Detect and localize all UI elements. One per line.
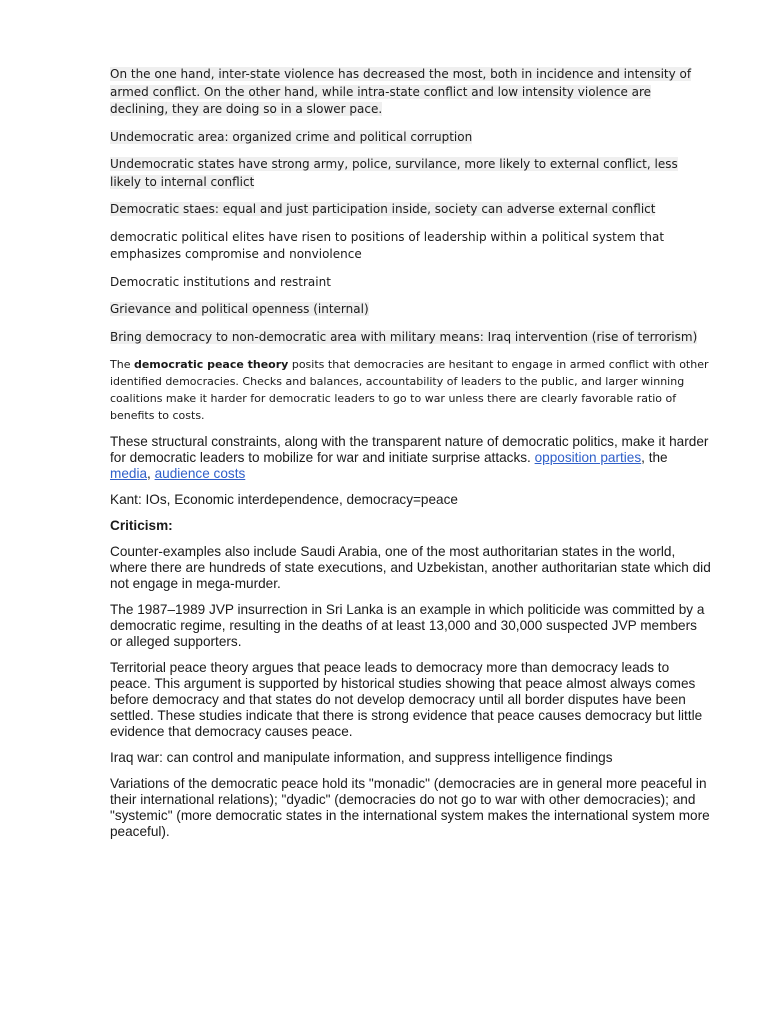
constraints-text: These structural constraints, along with the transparent nature of democratic politics, make it harder for democratic leaders to mobilize for war and initiate surprise attacks. xyxy=(110,434,709,465)
heading-criticism: Criticism: xyxy=(110,518,173,533)
paragraph-undemocratic-states xyxy=(110,156,712,191)
highlighted-text: Undemocratic area: organized crime and political corruption xyxy=(110,129,473,144)
dpt-body: posits that democracies are hesitant to engage in armed conflict with other identified democracies. Checks and balances, accountability of leaders to the public, and larger winning coalitions make it harder for democratic leaders to go to war unless there are clearly favorable ratio of benefits to costs. xyxy=(110,358,709,422)
paragraph-variations: Variations of the democratic peace hold its "monadic" (democracies are in general more peaceful in their international relations); "dyadic" (democracies do not go to war with other democracies); and "systemic" (more democratic states in the international system makes the international system more peaceful). xyxy=(110,776,710,839)
link-audience-costs[interactable]: audience costs xyxy=(154,466,246,481)
highlighted-text: Grievance and political openness (internal) xyxy=(110,302,369,316)
paragraph-institutions-restraint: Democratic institutions and restraint xyxy=(110,274,331,289)
paragraph-counter-examples: Counter-examples also include Saudi Arabia, one of the most authoritarian states in the world, where there are hundreds of state executions, and Uzbekistan, another authoritarian state which did not engage in mega-murder. xyxy=(110,544,711,591)
dpt-bold-term: democratic peace theory xyxy=(133,358,289,371)
paragraph-democratic-states xyxy=(110,201,712,219)
paragraph-kant: Kant: IOs, Economic interdependence, democracy=peace xyxy=(110,492,458,507)
paragraph-democratic-peace-theory xyxy=(110,356,712,424)
paragraph-political-elites: democratic political elites have risen to positions of leadership within a political system that emphasizes compromise and nonviolence xyxy=(110,229,665,261)
document-body xyxy=(110,66,712,850)
paragraph-jvp-insurrection: The 1987–1989 JVP insurrection in Sri Lanka is an example in which politicide was committed by a democratic regime, resulting in the deaths of at least 13,000 and 30,000 suspected JVP members or alleged supporters. xyxy=(110,602,705,649)
link-media[interactable]: media xyxy=(110,466,148,481)
highlighted-text: Undemocratic states have strong army, police, survilance, more likely to external conflict, less likely to internal conflict xyxy=(110,157,678,189)
highlighted-text: On the one hand, inter-state violence has decreased the most, both in incidence and intensity of armed conflict. On the other hand, while intra-state conflict and low intensity violence are declining, they are doing so in a slower pace. xyxy=(110,67,692,116)
paragraph-territorial-peace: Territorial peace theory argues that peace leads to democracy more than democracy leads to peace. This argument is supported by historical studies showing that peace almost always comes before democracy and that states do not develop democracy until all border disputes have been settled. These studies indicate that there is strong evidence that peace causes democracy but little evidence that democracy causes peace. xyxy=(110,660,703,739)
highlighted-text: Bring democracy to non-democratic area with military means: Iraq intervention (rise of terrorism) xyxy=(110,329,698,344)
paragraph-grievance xyxy=(110,301,712,319)
dpt-prefix: The xyxy=(110,358,134,371)
paragraph-bring-democracy xyxy=(110,329,712,347)
link-opposition-parties[interactable]: opposition parties xyxy=(534,450,642,465)
paragraph-violence-trends xyxy=(110,66,712,119)
paragraph-undemocratic-area xyxy=(110,129,712,147)
separator-text: , xyxy=(147,466,155,481)
paragraph-structural-constraints xyxy=(110,434,712,482)
separator-text: , the xyxy=(641,450,668,465)
paragraph-iraq-war: Iraq war: can control and manipulate information, and suppress intelligence findings xyxy=(110,750,613,765)
highlighted-text: Democratic staes: equal and just participation inside, society can adverse external conflict xyxy=(110,202,656,216)
